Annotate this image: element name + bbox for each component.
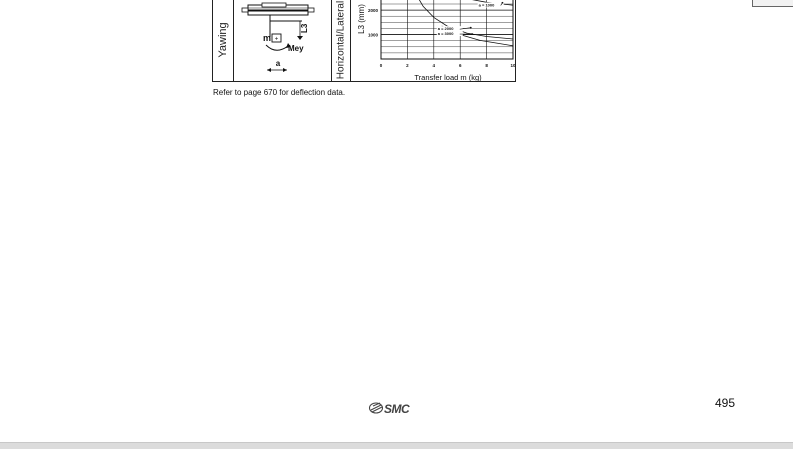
yawing-table: [212, 0, 516, 82]
smc-logo: [368, 400, 428, 421]
deflection-chart: [351, 0, 516, 83]
chart-annotation-tip: [502, 2, 504, 4]
logo-text: SMC: [384, 402, 410, 416]
yawing-label: Yawing: [217, 22, 229, 58]
chart-ylabel: L3 (mm): [357, 4, 366, 34]
chart-x-tick-label: 4: [432, 63, 436, 68]
svg-text:+: +: [274, 36, 279, 43]
chart-x-tick-label: 8: [485, 63, 488, 68]
moment-label: Mey: [288, 44, 304, 53]
chart-x-tick-label: 0: [379, 63, 383, 68]
chart-annotation: a = 3000: [437, 31, 454, 37]
chart-annotation-tip: [471, 33, 473, 35]
direction-label: Horizontal/Lateral: [335, 0, 347, 80]
mass-label: m: [263, 33, 272, 43]
adjacent-page-tab: [752, 0, 793, 7]
chart-x-tick-label: 2: [406, 63, 409, 68]
chart-y-tick-label: 1000: [367, 32, 378, 38]
chart-annotation-tip: [470, 27, 472, 29]
yawing-cell: [213, 0, 234, 81]
page-number: 495: [715, 396, 736, 410]
direction-cell: [332, 0, 351, 81]
distance-label: a: [275, 59, 281, 68]
chart-xlabel: Transfer load m (kg): [414, 73, 482, 82]
chart-cell: [351, 0, 516, 81]
length-label: L3: [300, 23, 309, 33]
chart-y-tick-label: 2000: [367, 8, 378, 14]
chart-annotation: a = 1000: [478, 2, 495, 8]
viewer-bottom-edge: [0, 443, 793, 449]
chart-x-tick-label: 6: [458, 63, 462, 68]
chart-annotation: a = 2000: [437, 26, 454, 32]
deflection-note: Refer to page 670 for deflection data.: [213, 88, 346, 97]
yawing-diagram-svg: [234, 0, 331, 83]
yawing-diagram: [234, 0, 332, 81]
chart-x-tick-label: 10: [510, 63, 516, 68]
